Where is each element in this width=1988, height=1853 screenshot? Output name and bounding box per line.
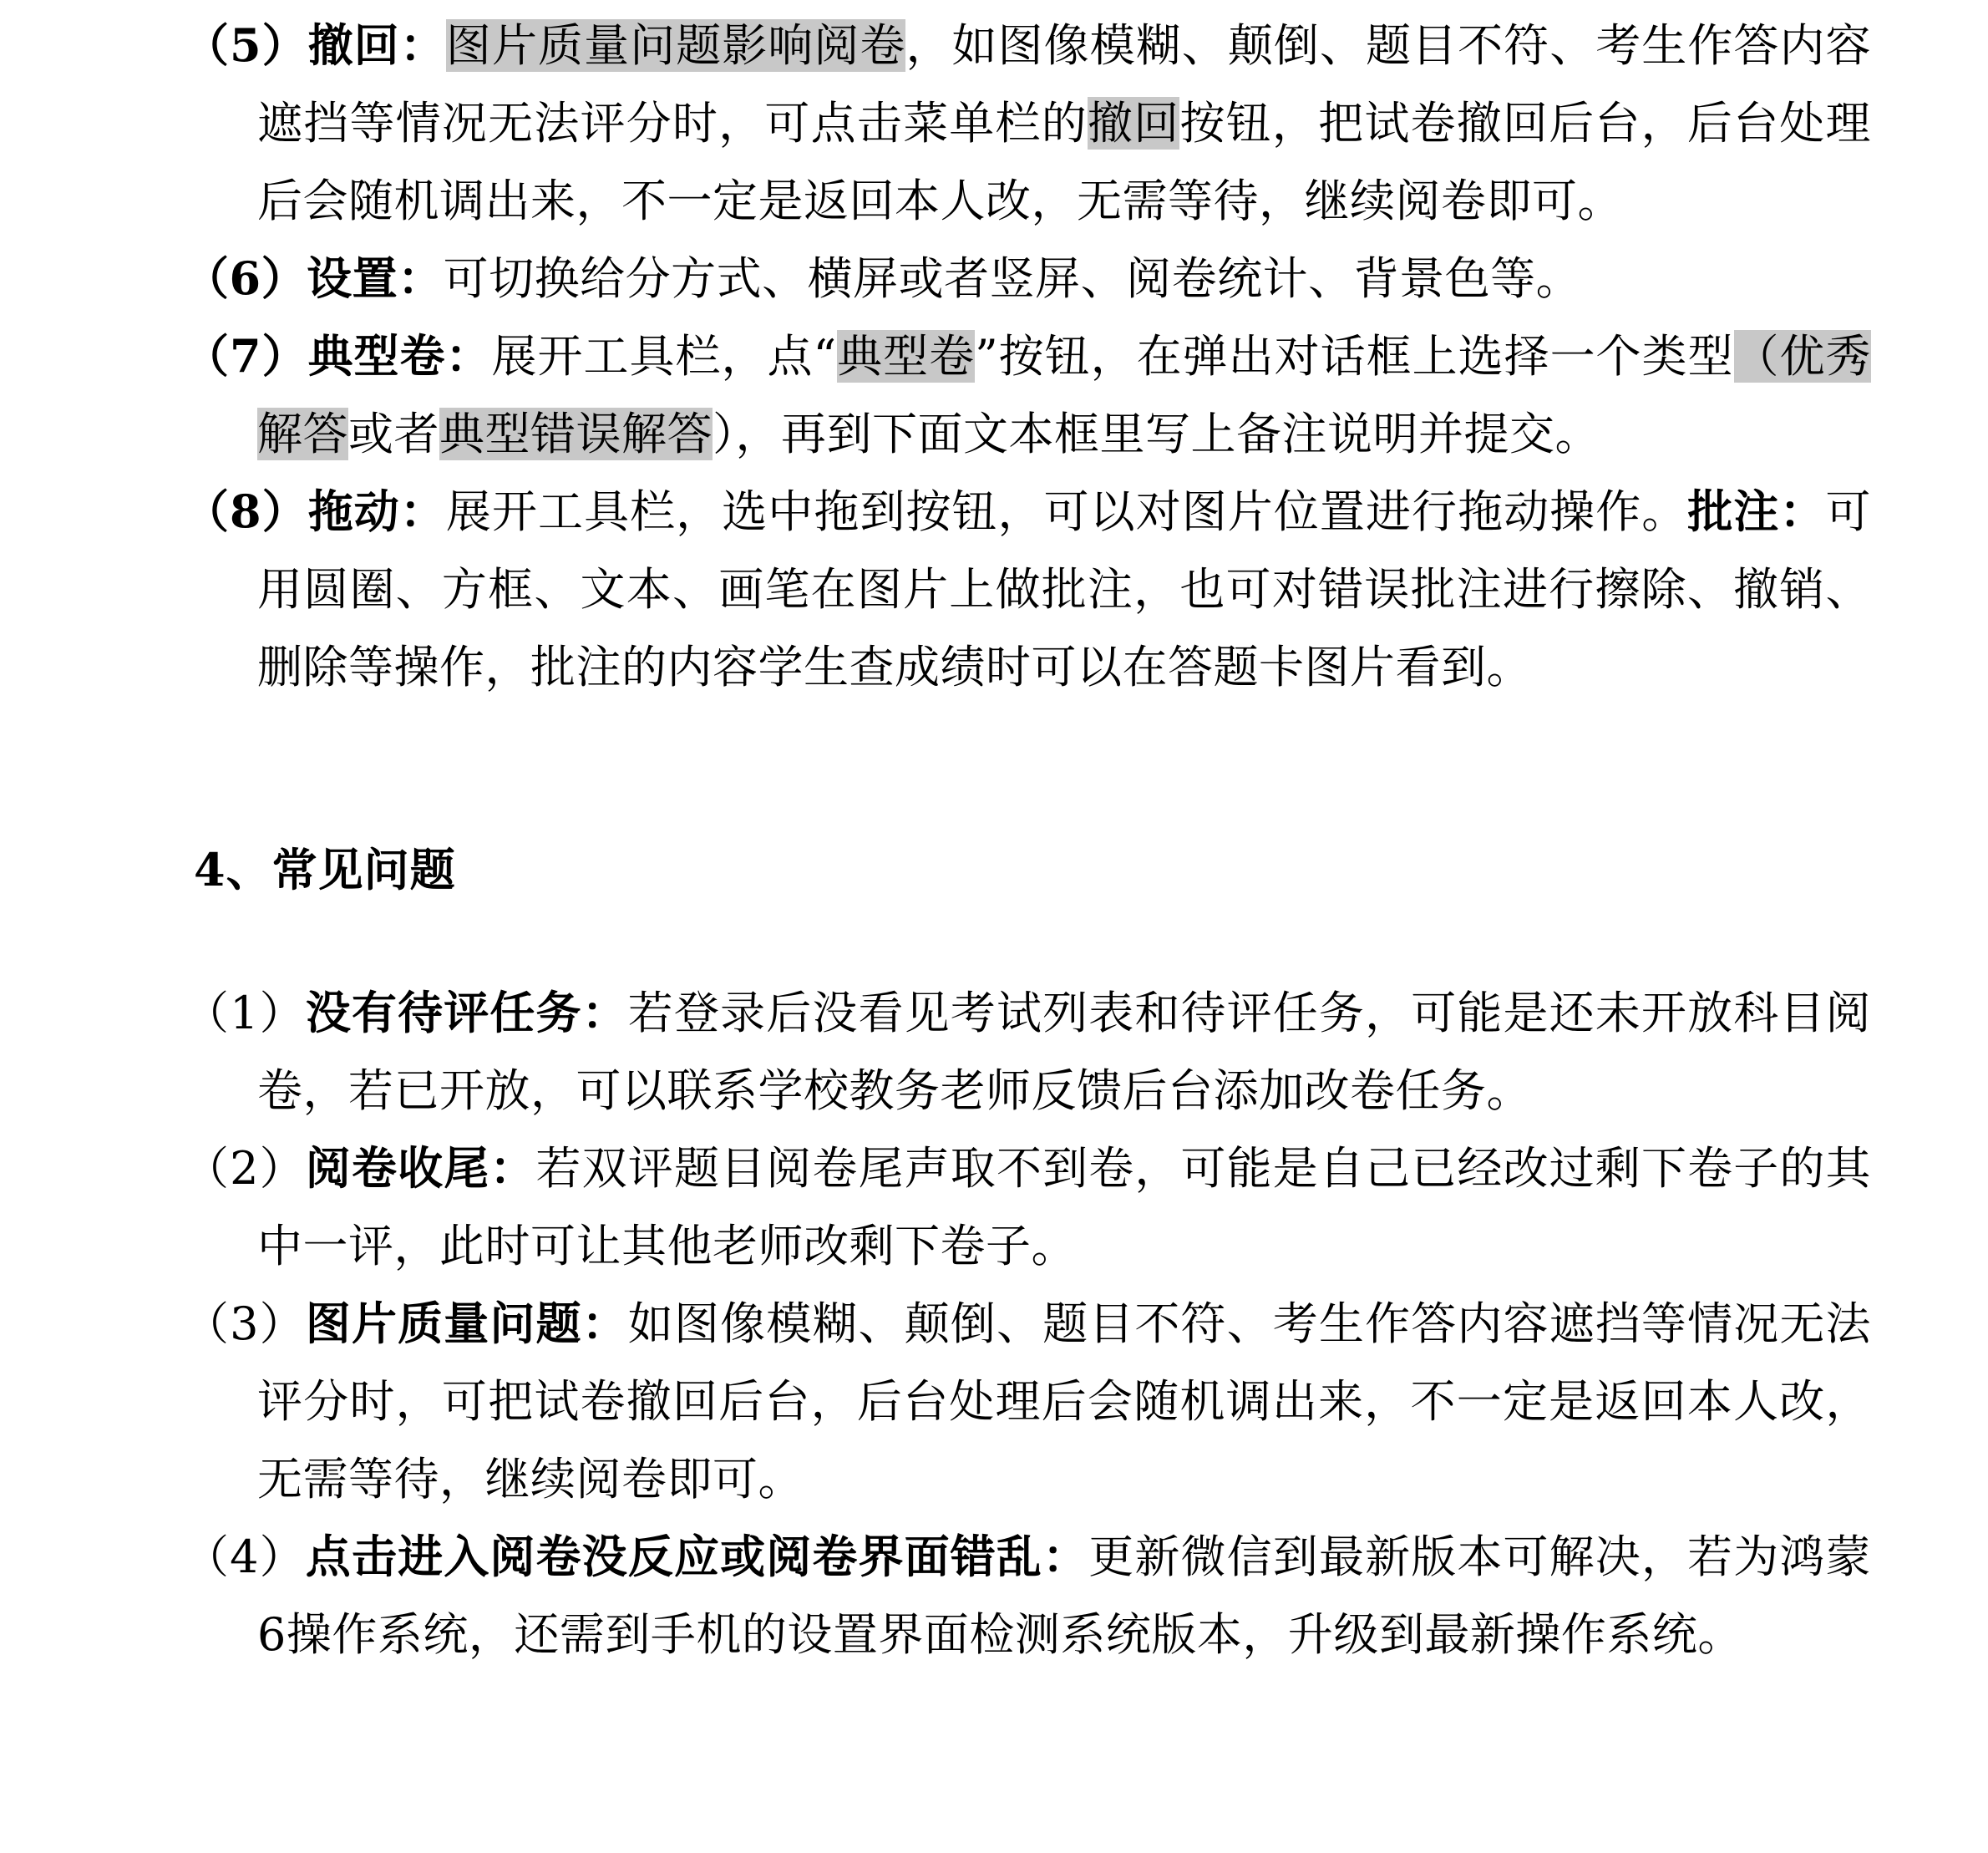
item-8-run-1: 展开工具栏，选中拖到按钮，可以对图片位置进行拖动操作。 [445, 485, 1688, 538]
item-7-run-4: ），再到下面文本框里写上备注说明并提交。 [713, 408, 1600, 460]
item-5-run-1: ，如图像模糊、颠倒、题目不符、考生作答内容遮挡等情况无法评分时，可点击菜单栏的 [257, 19, 1872, 150]
item-5-marker: （5） [184, 18, 308, 72]
item-8-term: 拖动： [307, 485, 446, 538]
item-7-highlight-3: 典型错误解答 [439, 408, 713, 460]
faq-4-term: 点击进入阅卷没反应或阅卷界面错乱： [305, 1530, 1089, 1583]
paragraph-item-7 [184, 317, 1871, 473]
item-7-run-1: 展开工具栏，点“ [491, 330, 837, 383]
paragraph-faq-3 [184, 1285, 1871, 1518]
item-6-term: 设置： [307, 251, 444, 305]
page-title: 4、常见问题 [194, 843, 456, 896]
item-8-marker: （8） [184, 485, 308, 538]
item-6-marker: （6） [184, 251, 307, 305]
item-7-marker: （7） [184, 329, 308, 383]
faq-3-marker: （3） [184, 1297, 306, 1350]
item-6-run-1: 可切换给分方式、横屏或者竖屏、阅卷统计、背景色等。 [443, 252, 1582, 305]
heading-spacer [184, 909, 1871, 974]
paragraph-faq-1 [184, 974, 1871, 1130]
item-7-highlight-2: （优秀解答 [257, 330, 1872, 460]
paragraph-faq-2 [184, 1130, 1871, 1285]
item-8-run-2: 可用圆圈、方框、文本、画笔在图片上做批注，也可对错误批注进行擦除、撤销、删除等操作，批注的内容学生查成绩时可以在答题卡图片看到。 [257, 485, 1872, 693]
paragraph-faq-4 [184, 1518, 1871, 1673]
faq-2-body: 若双评题目阅卷尾声取不到卷，可能是自己已经改过剩下卷子的其中一评，此时可让其他老师改剩下卷子。 [257, 1142, 1872, 1272]
faq-1-marker: （1） [184, 987, 306, 1039]
faq-3-term: 图片质量问题： [305, 1297, 628, 1350]
faq-4-body: 更新微信到最新版本可解决，若为鸿蒙6操作系统，还需到手机的设置界面检测系统版本，升级到最新操作系统。 [257, 1531, 1872, 1661]
item-5-run-2: 按钮，把试卷撤回后台，后台处理后会随机调出来，不一定是返回本人改，无需等待，继续阅卷即可。 [257, 97, 1872, 227]
faq-2-marker: （2） [184, 1142, 306, 1195]
item-8-term-2: 批注： [1687, 485, 1826, 538]
paragraph-item-6 [184, 240, 1871, 317]
item-7-term: 典型卷： [307, 329, 492, 383]
item-5-highlight-2: 撤回 [1087, 97, 1180, 150]
item-7-run-3: 或者 [348, 408, 439, 460]
faq-1-term: 没有待评任务： [305, 986, 628, 1039]
item-5-term: 撤回： [307, 18, 446, 72]
faq-3-body: 如图像模糊、颠倒、题目不符、考生作答内容遮挡等情况无法评分时，可把试卷撤回后台，后台处理后会随机调出来，不一定是返回本人改，无需等待，继续阅卷即可。 [257, 1297, 1872, 1505]
item-7-run-2: ”按钮，在弹出对话框上选择一个类型 [975, 330, 1734, 383]
paragraph-item-5 [184, 7, 1871, 240]
item-7-highlight-1: 典型卷 [836, 330, 976, 383]
faq-1-body: 若登录后没看见考试列表和待评任务，可能是还未开放科目阅卷，若已开放，可以联系学校教务老师反馈后台添加改卷任务。 [257, 987, 1872, 1117]
section-spacer [184, 706, 1871, 831]
faq-2-term: 阅卷收尾： [305, 1141, 536, 1195]
faq-4-marker: （4） [184, 1531, 306, 1583]
paragraph-item-8 [184, 473, 1871, 706]
item-5-highlight-1: 图片质量问题影响阅卷 [445, 19, 906, 72]
